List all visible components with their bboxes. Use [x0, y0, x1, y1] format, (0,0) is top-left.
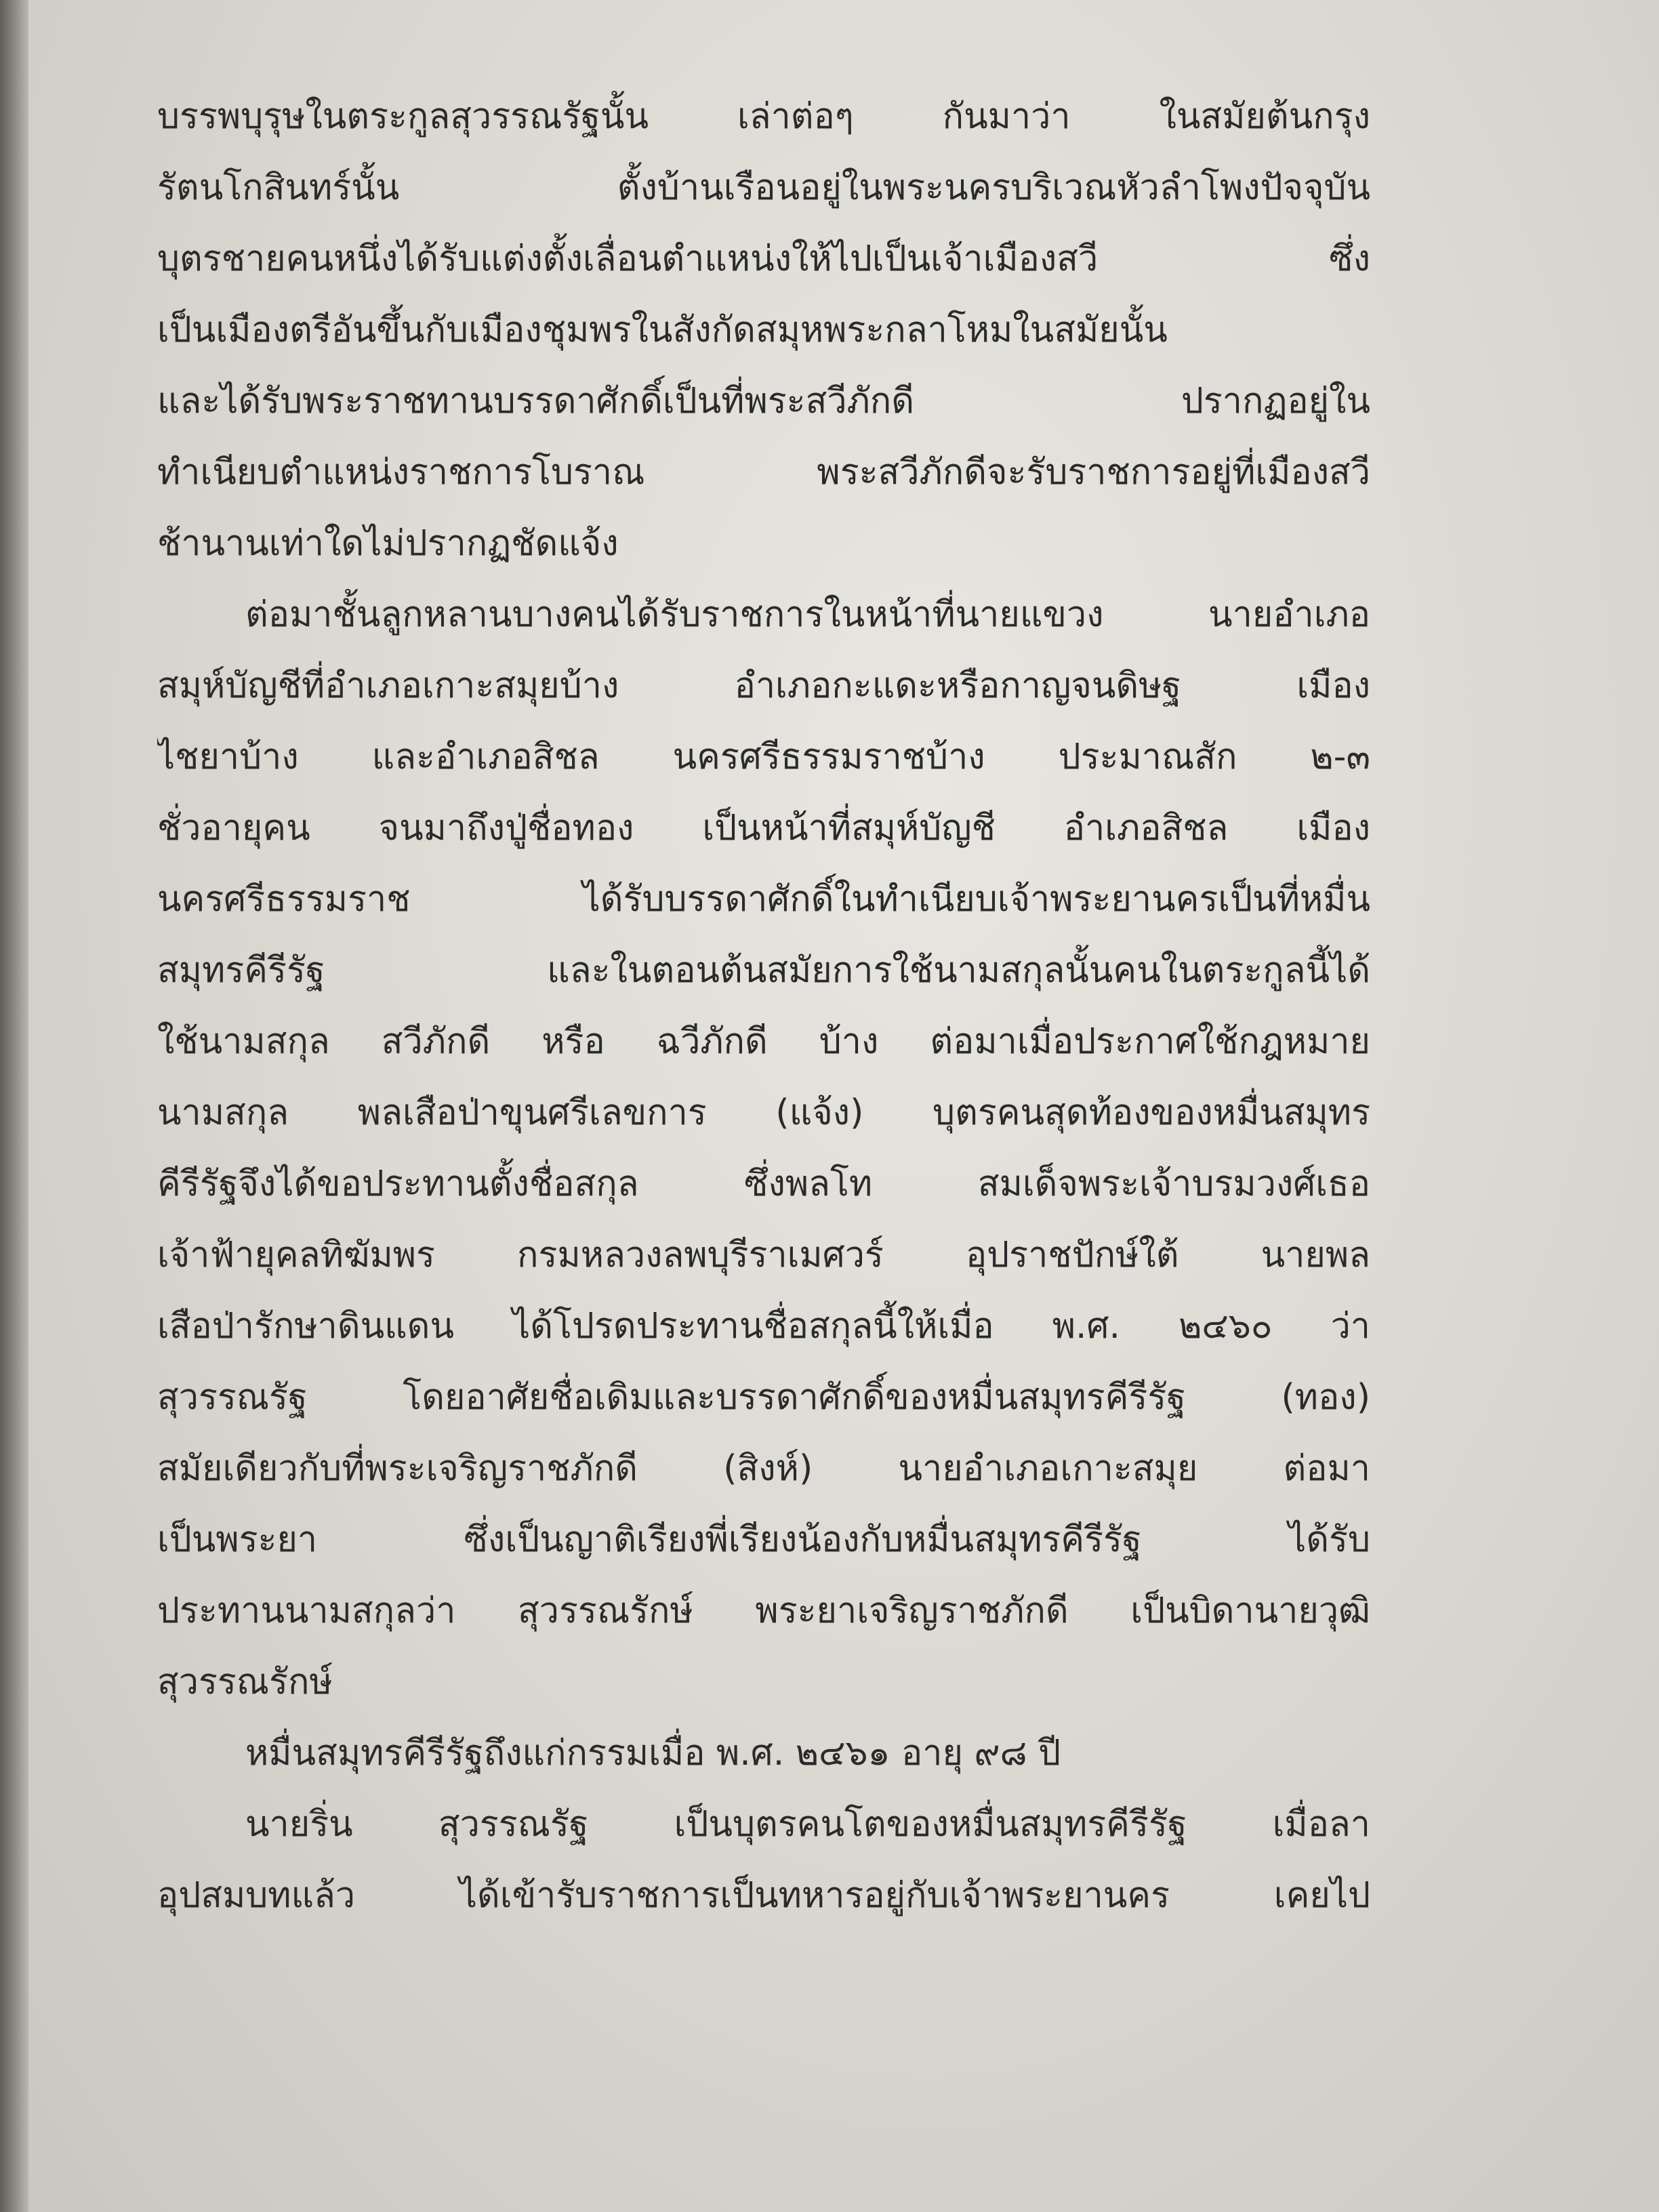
book-spine-shadow: [0, 0, 28, 2212]
paragraph-first-line: หมื่นสมุทรคีรีรัฐถึงแก่กรรมเมื่อ พ.ศ. ๒๔๖๑ อายุ ๙๘ ปี: [245, 1733, 1061, 1774]
text-line: เป็นพระยา ซึ่งเป็นญาติเรียงพี่เรียงน้องกับหมื่นสมุทรคีรีรัฐ ได้รับ: [157, 1519, 1370, 1560]
paragraph-first-line: ต่อมาชั้นลูกหลานบางคนได้รับราชการในหน้าที่นายแขวง นายอำเภอ: [245, 594, 1370, 635]
text-line: สมัยเดียวกับที่พระเจริญราชภักดี (สิงห์) นายอำเภอเกาะสมุย ต่อมา: [157, 1448, 1370, 1489]
text-line: และได้รับพระราชทานบรรดาศักดิ์เป็นที่พระสวีภักดี ปรากฏอยู่ใน: [157, 381, 1370, 422]
text-line: ทำเนียบตำแหน่งราชการโบราณ พระสวีภักดีจะรับราชการอยู่ที่เมืองสวี: [157, 452, 1370, 493]
text-line: สมุห์บัญชีที่อำเภอเกาะสมุยบ้าง อำเภอกะแดะหรือกาญจนดิษฐ เมือง: [157, 665, 1370, 706]
text-line: ช้านานเท่าใดไม่ปรากฏชัดแจ้ง: [157, 523, 619, 564]
text-line: บรรพบุรุษในตระกูลสุวรรณรัฐนั้น เล่าต่อๆ กันมาว่า ในสมัยต้นกรุง: [157, 96, 1370, 137]
text-line: สุวรรณรักษ์: [157, 1662, 333, 1702]
text-line: เจ้าฟ้ายุคลทิฆัมพร กรมหลวงลพบุรีราเมศวร์ อุปราชปักษ์ใต้ นายพล: [157, 1235, 1370, 1275]
text-line: เป็นเมืองตรีอันขึ้นกับเมืองชุมพรในสังกัดสมุหพระกลาโหมในสมัยนั้น: [157, 310, 1168, 350]
text-line: สมุทรคีรีรัฐ และในตอนต้นสมัยการใช้นามสกุลนั้นคนในตระกูลนี้ได้: [157, 950, 1370, 991]
book-page: [28, 0, 1659, 2212]
text-line: คีรีรัฐจึงได้ขอประทานตั้งชื่อสกุล ซึ่งพลโท สมเด็จพระเจ้าบรมวงศ์เธอ: [157, 1164, 1370, 1204]
text-line: ไชยาบ้าง และอำเภอสิชล นครศรีธรรมราชบ้าง ประมาณสัก ๒-๓: [157, 737, 1370, 777]
text-line: นามสกุล พลเสือป่าขุนศรีเลขการ (แจ้ง) บุตรคนสุดท้องของหมื่นสมุทร: [157, 1092, 1370, 1133]
page-text-body: [157, 81, 1370, 1931]
text-line: ใช้นามสกุล สวีภักดี หรือ ฉวีภักดี บ้าง ต่อมาเมื่อประกาศใช้กฎหมาย: [157, 1021, 1370, 1062]
paragraph-first-line: นายริ่น สุวรรณรัฐ เป็นบุตรคนโตของหมื่นสมุทรคีรีรัฐ เมื่อลา: [245, 1804, 1370, 1845]
text-line: เสือป่ารักษาดินแดน ได้โปรดประทานชื่อสกุลนี้ให้เมื่อ พ.ศ. ๒๔๖๐ ว่า: [157, 1306, 1370, 1347]
text-line: นครศรีธรรมราช ได้รับบรรดาศักดิ์ในทำเนียบเจ้าพระยานครเป็นที่หมื่น: [157, 879, 1370, 920]
text-line: ประทานนามสกุลว่า สุวรรณรักษ์ พระยาเจริญราชภักดี เป็นบิดานายวุฒิ: [157, 1591, 1370, 1631]
text-line: อุปสมบทแล้ว ได้เข้ารับราชการเป็นทหารอยู่กับเจ้าพระยานคร เคยไป: [157, 1875, 1370, 1916]
text-line: ชั่วอายุคน จนมาถึงปู่ชื่อทอง เป็นหน้าที่สมุห์บัญชี อำเภอสิชล เมือง: [157, 808, 1370, 848]
text-line: รัตนโกสินทร์นั้น ตั้งบ้านเรือนอยู่ในพระนครบริเวณหัวลำโพงปัจจุบัน: [157, 167, 1370, 208]
text-line: บุตรชายคนหนึ่งได้รับแต่งตั้งเลื่อนตำแหน่งให้ไปเป็นเจ้าเมืองสวี ซึ่ง: [157, 239, 1370, 279]
text-line: สุวรรณรัฐ โดยอาศัยชื่อเดิมและบรรดาศักดิ์ของหมื่นสมุทรคีรีรัฐ (ทอง): [157, 1377, 1370, 1418]
